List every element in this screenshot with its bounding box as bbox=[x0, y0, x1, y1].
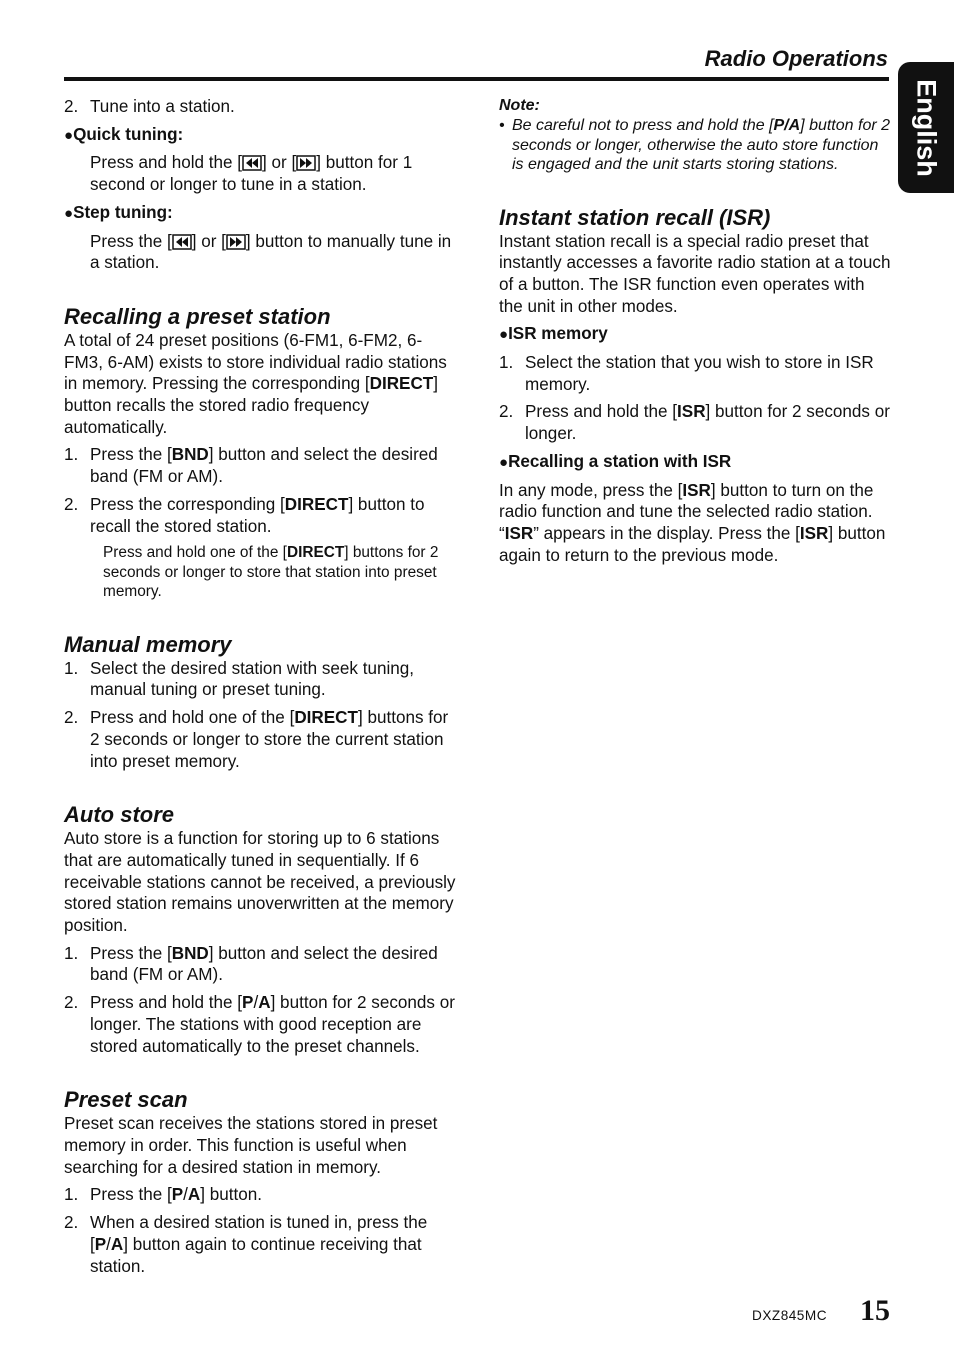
left-column bbox=[64, 96, 456, 1277]
page-number: 15 bbox=[860, 1294, 890, 1327]
auto-store-step-2: 2. Press and hold the [P/A] button for 2 seconds or longer. The stations with good reception are stored automatically to the preset channels. bbox=[64, 993, 455, 1056]
preset-scan-intro: Preset scan receives the stations stored in preset memory in order. This function is useful when searching for a desired station in memory. bbox=[64, 1114, 438, 1177]
section-title-manual: Manual memory bbox=[64, 631, 232, 657]
step-text: Tune into a station. bbox=[90, 97, 235, 116]
preset-scan-step-2: 2. When a desired station is tuned in, press the [P/A] button again to continue receiving that station. bbox=[64, 1213, 428, 1276]
note-text: • Be careful not to press and hold the [P/A] button for 2 seconds or longer, otherwise the auto store function is engaged and the unit starts storing stations. bbox=[499, 117, 891, 173]
isr-recall-text: In any mode, press the [ISR] button to turn on the radio function and tune the selected radio station. “ISR” appears in the display. Press the [ISR] button again to return to the previous mode. bbox=[499, 480, 886, 565]
seek-forward-icon bbox=[226, 234, 246, 250]
note-title: Note: bbox=[499, 97, 540, 114]
recall-step-1: 1. Press the [BND] button and select the desired band (FM or AM). bbox=[64, 445, 438, 487]
isr-memory-heading: ● ISR memory bbox=[499, 323, 891, 346]
seek-back-icon bbox=[242, 155, 262, 171]
isr-recall-heading: ● Recalling a station with ISR bbox=[499, 451, 891, 474]
seek-forward-icon bbox=[296, 155, 316, 171]
quick-tuning-text: Press and hold the [ ] or [ ] button for 1 second or longer to tune in a station. bbox=[90, 153, 413, 195]
language-tab bbox=[898, 62, 954, 193]
recall-intro: A total of 24 preset positions (6-FM1, 6-FM2, 6-FM3, 6-AM) exists to store individual radio stations in memory. Pressing the corresponding [DIRECT] button recalls the stored radio frequency automatically. bbox=[64, 330, 447, 437]
seek-back-icon bbox=[172, 234, 192, 250]
isr-intro: Instant station recall is a special radio preset that instantly accesses a favorite radio station at a touch of a button. The ISR function even operates with the unit in other modes. bbox=[499, 231, 891, 316]
manual-step-1: 1. Select the desired station with seek tuning, manual tuning or preset tuning. bbox=[64, 658, 415, 700]
manual-step-2: 2. Press and hold one of the [DIRECT] buttons for 2 seconds or longer to store the current station into preset memory. bbox=[64, 708, 449, 771]
recall-tip: Press and hold one of the [DIRECT] buttons for 2 seconds or longer to store that station into preset memory. bbox=[103, 544, 439, 601]
auto-store-step-1: 1. Press the [BND] button and select the desired band (FM or AM). bbox=[64, 943, 438, 985]
section-title-auto-store: Auto store bbox=[64, 802, 174, 828]
preset-scan-step-1: 1. Press the [P/A] button. bbox=[64, 1185, 263, 1205]
language-tab-label: English bbox=[911, 78, 942, 177]
step-number: 2. bbox=[64, 97, 79, 116]
right-column bbox=[499, 96, 891, 566]
footer-model: DXZ845MC bbox=[752, 1308, 828, 1323]
page-header-title: Radio Operations bbox=[704, 46, 888, 71]
section-title-isr: Instant station recall (ISR) bbox=[499, 204, 771, 230]
section-title-recall: Recalling a preset station bbox=[64, 303, 331, 329]
auto-store-intro: Auto store is a function for storing up to 6 stations that are automatically tuned in sequentially. If 6 receivable stations cannot be received, a previously stored station remains unoverwritten at the memory position. bbox=[64, 829, 456, 936]
isr-memory-step-1: 1. Select the station that you wish to store in ISR memory. bbox=[499, 353, 874, 394]
header-rule bbox=[64, 77, 889, 81]
isr-memory-step-2: 2. Press and hold the [ISR] button for 2 seconds or longer. bbox=[499, 402, 890, 444]
step-tuning-text: Press the [ ] or [ ] button to manually tune in a station. bbox=[90, 231, 452, 273]
quick-tuning-heading: ● Quick tuning: bbox=[64, 124, 456, 147]
tune-step-2 bbox=[64, 96, 456, 118]
step-tuning-heading: ● Step tuning: bbox=[64, 202, 456, 225]
recall-step-2: 2. Press the corresponding [DIRECT] button to recall the stored station. bbox=[64, 494, 425, 536]
section-title-preset-scan: Preset scan bbox=[64, 1087, 188, 1113]
